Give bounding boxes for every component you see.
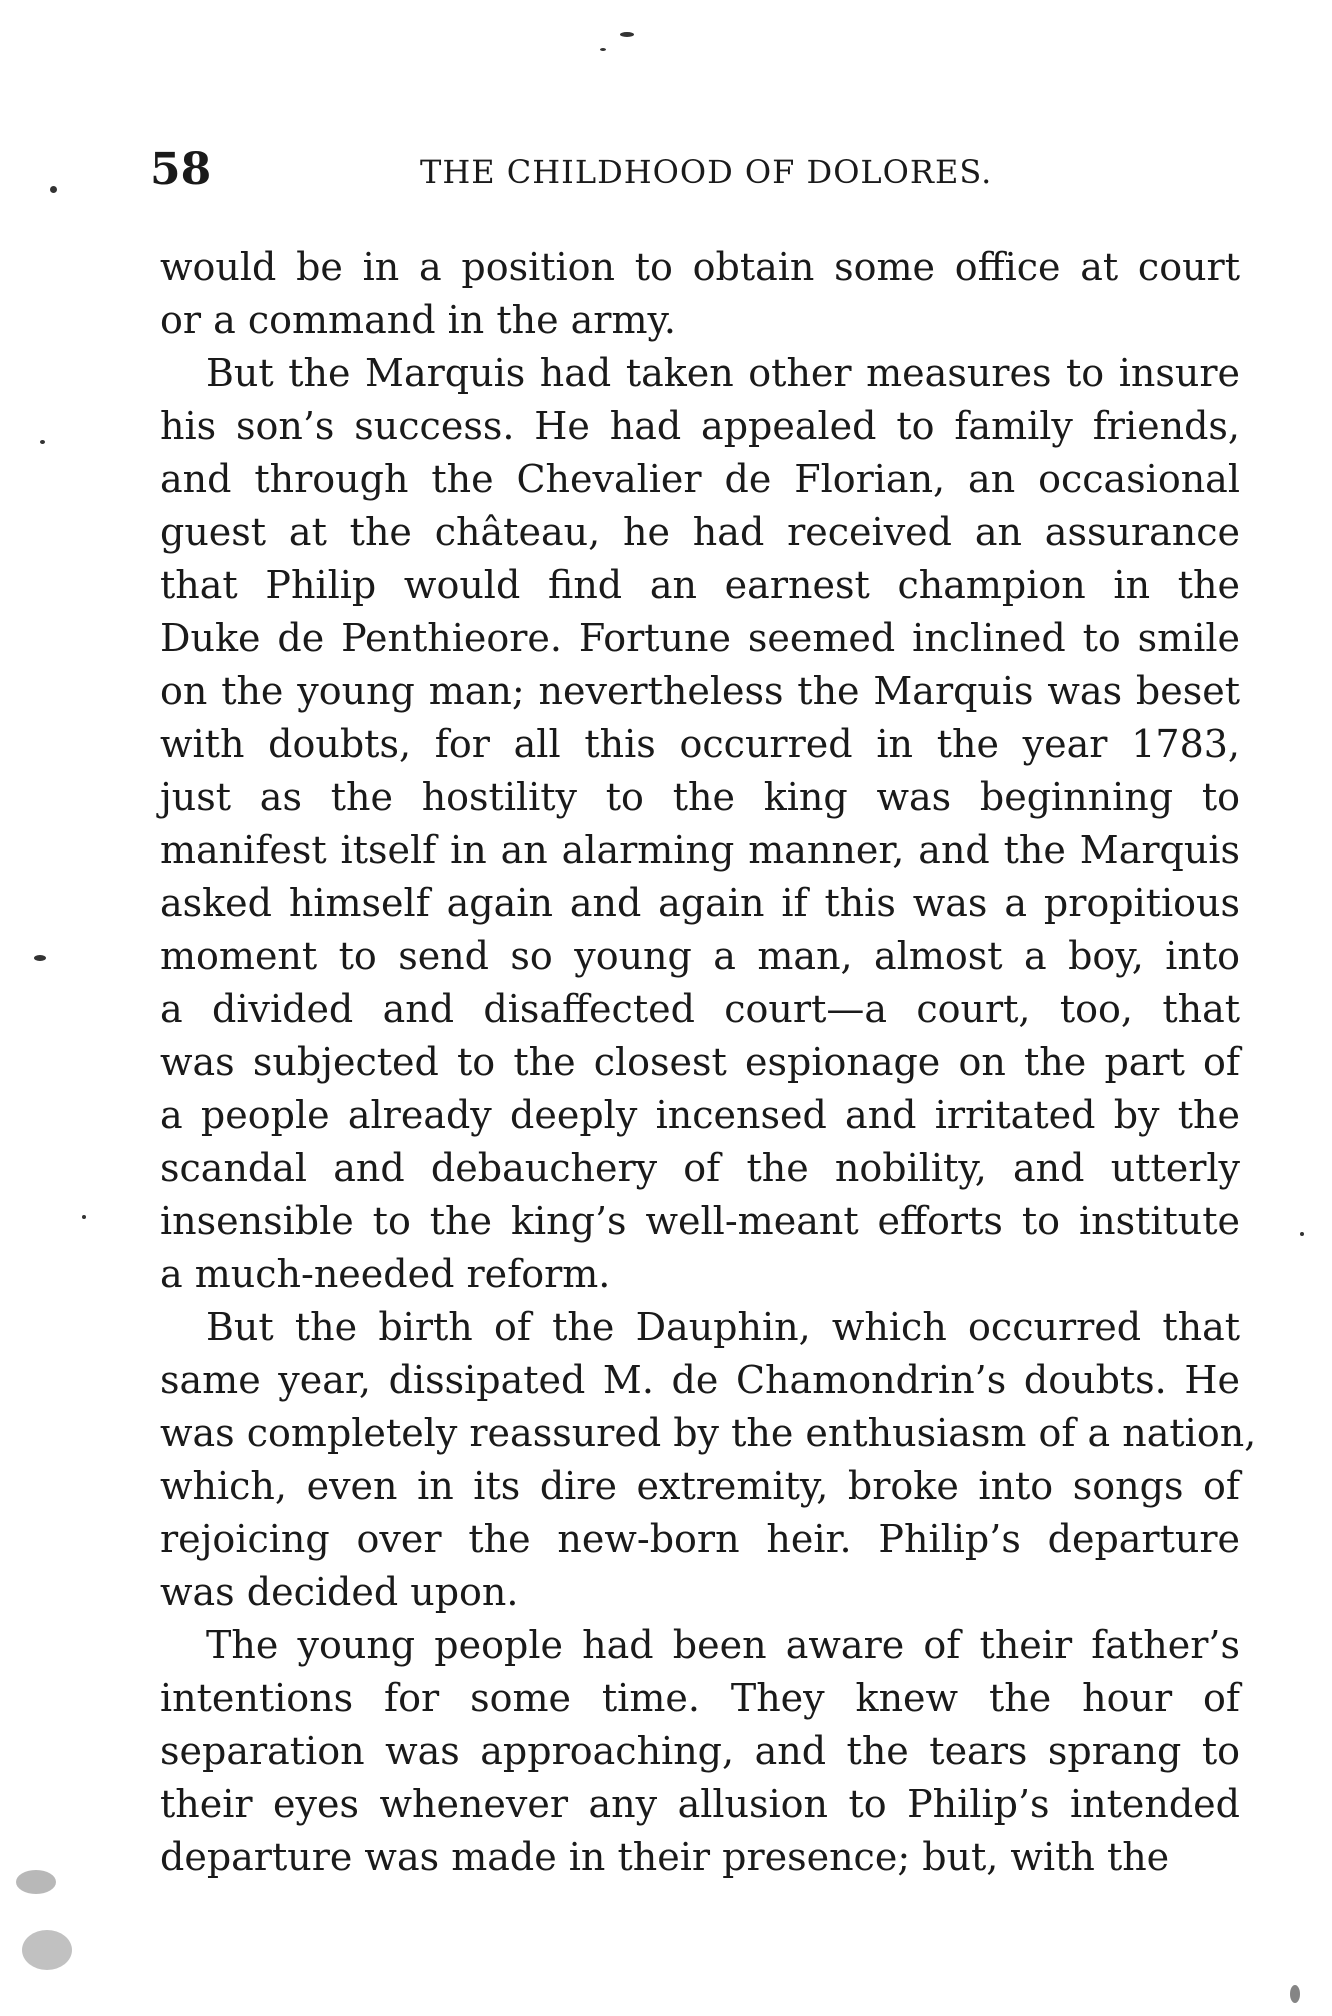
text-line: guest at the château, he had received an assurance xyxy=(160,510,1240,554)
text-line: a much-needed reform. xyxy=(160,1252,611,1296)
scan-speck xyxy=(620,32,634,37)
text-line: and through the Chevalier de Florian, an occasional xyxy=(160,457,1240,501)
text-line: scandal and debauchery of the nobility, and utterly xyxy=(160,1146,1240,1190)
scan-speck xyxy=(50,186,57,193)
text-line: Duke de Penthieore. Fortune seemed inclined to smile xyxy=(160,616,1240,660)
paragraph xyxy=(160,241,1240,347)
text-line: manifest itself in an alarming manner, and the Marquis xyxy=(160,828,1240,872)
text-line: departure was made in their presence; but, with the xyxy=(160,1835,1170,1879)
text-line: moment to send so young a man, almost a boy, into xyxy=(160,934,1240,978)
paragraph xyxy=(160,1619,1240,1884)
text-line: separation was approaching, and the tears sprang to xyxy=(160,1729,1240,1773)
page-number: 58 xyxy=(150,144,212,195)
text-line: was subjected to the closest espionage on the part of xyxy=(160,1040,1240,1084)
text-line: was completely reassured by the enthusiasm of a nation, xyxy=(160,1411,1257,1455)
text-line: just as the hostility to the king was beginning to xyxy=(160,775,1240,819)
text-line: which, even in its dire extremity, broke into songs of xyxy=(160,1464,1240,1508)
text-line: But the Marquis had taken other measures to insure xyxy=(206,351,1240,395)
paragraph xyxy=(160,1301,1257,1619)
text-line: rejoicing over the new-born heir. Philip’s departure xyxy=(160,1517,1240,1561)
text-line: The young people had been aware of their father’s xyxy=(206,1623,1240,1667)
body-text xyxy=(160,241,1257,1884)
paragraph xyxy=(160,347,1240,1301)
text-line: or a command in the army. xyxy=(160,298,676,342)
scan-speck xyxy=(40,440,45,444)
scan-speck xyxy=(1300,1232,1304,1236)
scan-speck xyxy=(22,1930,72,1970)
scan-speck xyxy=(1290,1985,1300,2003)
scan-speck xyxy=(34,955,46,961)
scan-speck xyxy=(16,1870,56,1894)
text-line: same year, dissipated M. de Chamondrin’s doubts. He xyxy=(160,1358,1240,1402)
text-line: insensible to the king’s well-meant efforts to institute xyxy=(160,1199,1240,1243)
page-header xyxy=(150,140,1230,200)
text-line: his son’s success. He had appealed to family friends, xyxy=(160,404,1240,448)
text-line: intentions for some time. They knew the hour of xyxy=(160,1676,1240,1720)
scan-speck xyxy=(82,1215,86,1219)
text-line: was decided upon. xyxy=(160,1570,519,1614)
running-head: THE CHILDHOOD OF DOLORES. xyxy=(420,153,993,191)
scan-speck xyxy=(600,48,606,51)
text-line: on the young man; nevertheless the Marquis was beset xyxy=(160,669,1240,713)
text-line: their eyes whenever any allusion to Philip’s intended xyxy=(160,1782,1240,1826)
text-line: a people already deeply incensed and irritated by the xyxy=(160,1093,1240,1137)
text-line: that Philip would find an earnest champion in the xyxy=(160,563,1240,607)
text-line: asked himself again and again if this was a propitious xyxy=(160,881,1240,925)
text-line: with doubts, for all this occurred in the year 1783, xyxy=(160,722,1240,766)
text-line: would be in a position to obtain some office at court xyxy=(160,245,1240,289)
text-line: But the birth of the Dauphin, which occurred that xyxy=(206,1305,1240,1349)
text-line: a divided and disaffected court—a court, too, that xyxy=(160,987,1240,1031)
